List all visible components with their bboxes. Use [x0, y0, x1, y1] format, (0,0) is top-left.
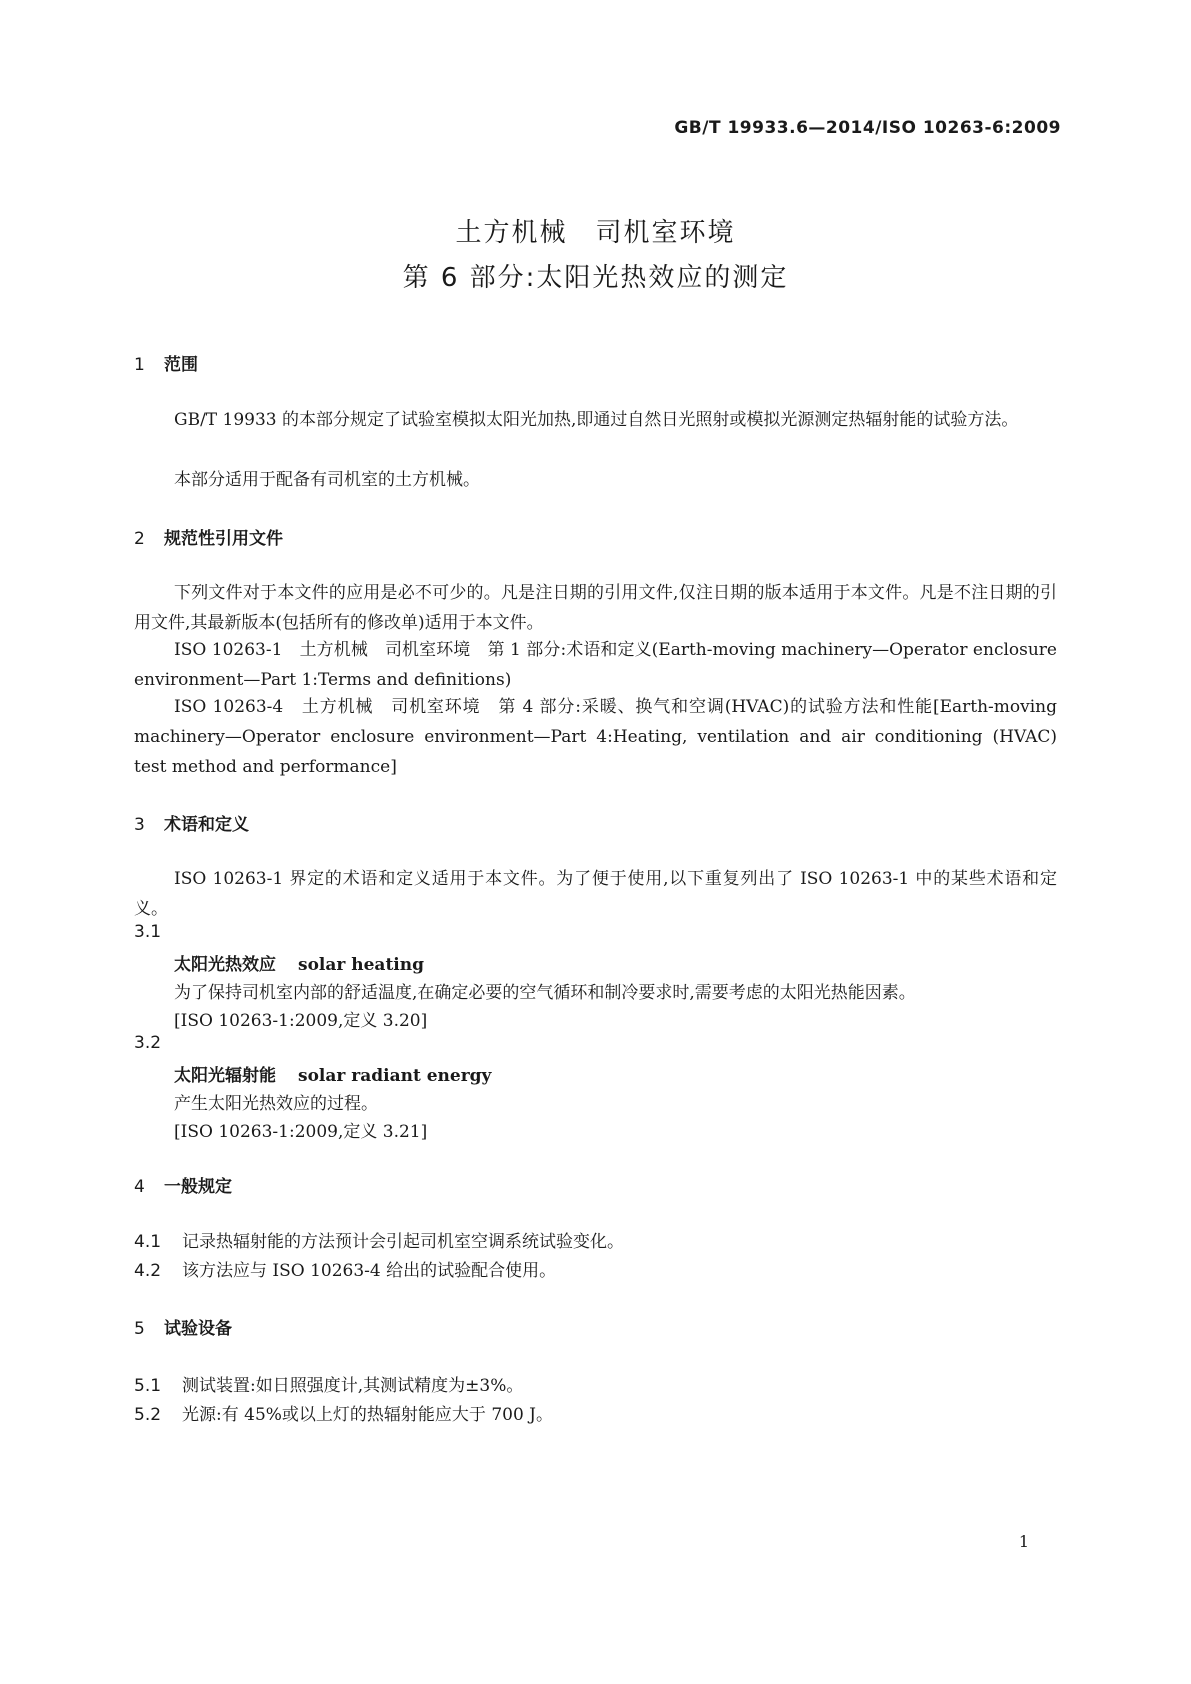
section-4-title: 一般规定 — [164, 1177, 232, 1197]
term-3-1-definition: 为了保持司机室内部的舒适温度,在确定必要的空气循环和制冷要求时,需要考虑的太阳光热能因素。 — [174, 983, 916, 1003]
section-3-heading — [134, 810, 249, 835]
term-3-2-english: solar radiant energy — [298, 1066, 492, 1086]
section-4-heading — [134, 1172, 232, 1197]
term-3-1-english: solar heating — [298, 955, 425, 975]
section-5-number: 5 — [134, 1319, 145, 1339]
clause-5-2-number: 5.2 — [134, 1405, 162, 1425]
clause-4-2-number: 4.2 — [134, 1261, 162, 1281]
clause-5-1-text: 测试装置:如日照强度计,其测试精度为±3%。 — [182, 1376, 524, 1396]
section-1-title: 范围 — [164, 355, 198, 375]
clause-5-2 — [134, 1400, 553, 1425]
clause-4-1-text: 记录热辐射能的方法预计会引起司机室空调系统试验变化。 — [182, 1232, 624, 1252]
clause-4-2-text: 该方法应与 ISO 10263-4 给出的试验配合使用。 — [182, 1261, 557, 1281]
section-2-number: 2 — [134, 529, 145, 549]
section-2-paragraph-1: 下列文件对于本文件的应用是必不可少的。凡是注日期的引用文件,仅注日期的版本适用于本文件。凡是不注日期的引用文件,其最新版本(包括所有的修改单)适用于本文件。 — [134, 583, 1057, 633]
section-5-title: 试验设备 — [164, 1319, 232, 1339]
clause-5-1 — [134, 1371, 523, 1396]
term-3-2-title — [174, 1061, 491, 1086]
section-2-title: 规范性引用文件 — [164, 529, 283, 549]
term-3-2-definition: 产生太阳光热效应的过程。 — [174, 1094, 378, 1114]
clause-5-2-text: 光源:有 45%或以上灯的热辐射能应大于 700 J。 — [182, 1405, 553, 1425]
term-3-2-source: [ISO 10263-1:2009,定义 3.21] — [174, 1122, 428, 1142]
section-3-number: 3 — [134, 815, 145, 835]
normative-reference-2: ISO 10263-4 土方机械 司机室环境 第 4 部分:采暖、换气和空调(HVAC)的试验方法和性能[Earth-moving machinery—Operator enclosure environment—Part 4:Heating, ventilation and air conditioning (HVAC) test method and performance] — [134, 697, 1057, 777]
clause-4-1-number: 4.1 — [134, 1232, 162, 1252]
section-3-title: 术语和定义 — [164, 815, 249, 835]
title-line-1: 土方机械 司机室环境 — [455, 218, 736, 248]
term-3-1-title — [174, 950, 424, 975]
normative-reference-1: ISO 10263-1 土方机械 司机室环境 第 1 部分:术语和定义(Earth-moving machinery—Operator enclosure environment—Part 1:Terms and definitions) — [134, 640, 1057, 690]
section-2-heading — [134, 524, 283, 549]
term-3-2-number: 3.2 — [134, 1033, 162, 1053]
section-1-paragraph-2: 本部分适用于配备有司机室的土方机械。 — [174, 470, 480, 490]
section-3-paragraph-1: ISO 10263-1 界定的术语和定义适用于本文件。为了便于使用,以下重复列出了 ISO 10263-1 中的某些术语和定义。 — [134, 869, 1057, 919]
section-1-heading — [134, 350, 198, 375]
term-3-1-chinese: 太阳光热效应 — [174, 955, 276, 975]
clause-5-1-number: 5.1 — [134, 1376, 162, 1396]
clause-4-1 — [134, 1227, 624, 1252]
term-3-2-chinese: 太阳光辐射能 — [174, 1066, 276, 1086]
title-line-2: 第 6 部分:太阳光热效应的测定 — [402, 263, 789, 293]
section-5-heading — [134, 1314, 232, 1339]
section-4-number: 4 — [134, 1177, 145, 1197]
term-3-1-number: 3.1 — [134, 922, 162, 942]
section-1-number: 1 — [134, 355, 145, 375]
standard-code-header: GB/T 19933.6—2014/ISO 10263-6:2009 — [674, 118, 1061, 138]
page-number: 1 — [1018, 1532, 1029, 1551]
section-1-paragraph-1: GB/T 19933 的本部分规定了试验室模拟太阳光加热,即通过自然日光照射或模拟光源测定热辐射能的试验方法。 — [174, 410, 1019, 430]
clause-4-2 — [134, 1256, 556, 1281]
term-3-1-source: [ISO 10263-1:2009,定义 3.20] — [174, 1011, 428, 1031]
